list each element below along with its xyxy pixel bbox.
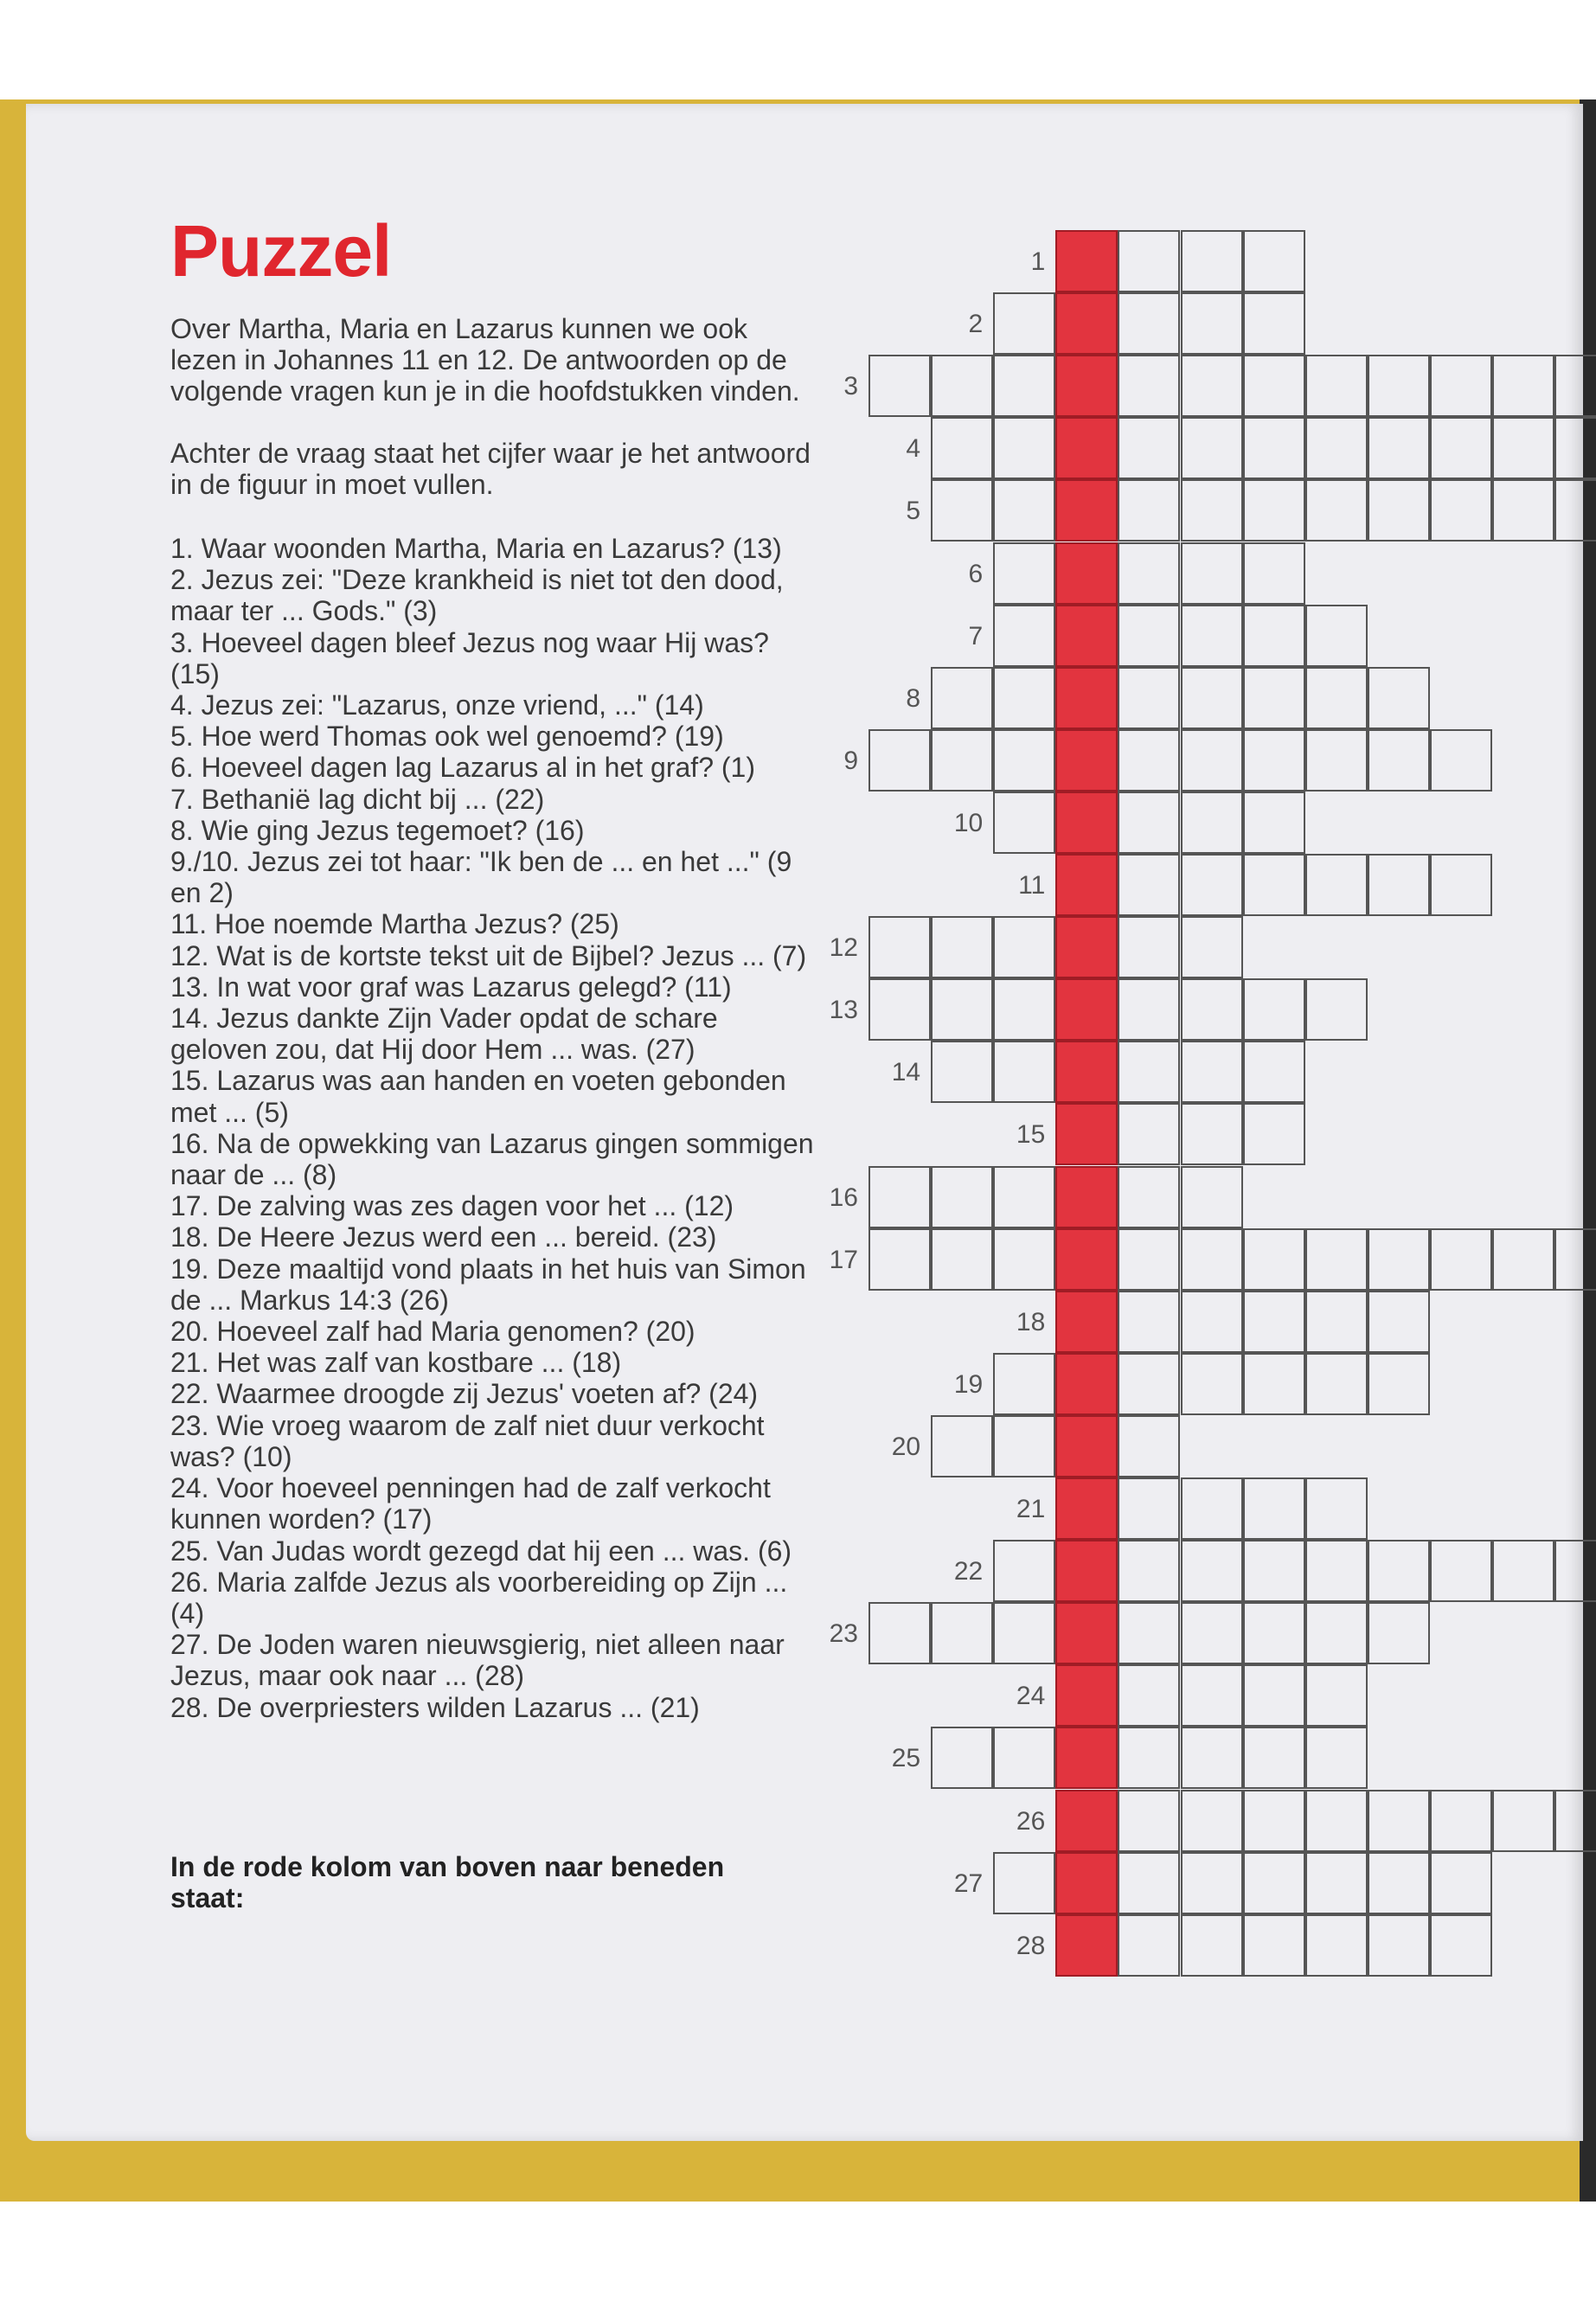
crossword-cell[interactable] — [1305, 1228, 1368, 1291]
crossword-cell[interactable] — [993, 1166, 1055, 1228]
crossword-cell[interactable] — [1118, 1166, 1180, 1228]
question-item: 20. Hoeveel zalf had Maria genomen? (20) — [170, 1316, 695, 1348]
crossword-cell[interactable] — [1492, 1228, 1554, 1291]
row-number-label: 14 — [891, 1058, 921, 1087]
crossword-cell[interactable] — [1181, 1540, 1243, 1602]
crossword-cell[interactable] — [1243, 1727, 1305, 1789]
question-item: 6. Hoeveel dagen lag Lazarus al in het graf? (1) — [170, 752, 755, 784]
question-item: 22. Waarmee droogde zij Jezus' voeten af? (24) — [170, 1378, 759, 1410]
crossword-cell[interactable] — [1181, 542, 1243, 605]
row-number-label: 27 — [953, 1868, 984, 1898]
row-number-label: 16 — [829, 1183, 858, 1212]
instruction-paragraph: Achter de vraag staat het cijfer waar je het antwoord in de figuur in moet vullen. — [170, 438, 811, 500]
crossword-cell[interactable] — [1181, 916, 1243, 978]
question-item: 18. De Heere Jezus werd een ... bereid. (23) — [170, 1221, 717, 1253]
crossword-cell[interactable] — [1305, 1664, 1368, 1727]
crossword-cell[interactable] — [1243, 1602, 1305, 1664]
red-column-cell[interactable] — [1055, 729, 1118, 792]
question-item: 27. De Joden waren nieuwsgierig, niet alleen naar Jezus, maar ook naar ... (28) — [170, 1629, 785, 1692]
crossword-cell[interactable] — [1554, 1228, 1596, 1291]
crossword-cell[interactable] — [993, 1852, 1055, 1914]
crossword-cell[interactable] — [1243, 1852, 1305, 1914]
crossword-cell[interactable] — [1368, 1291, 1430, 1353]
question-item: 3. Hoeveel dagen bleef Jezus nog waar Hij was? (15) — [170, 626, 769, 689]
crossword-cell[interactable] — [1430, 1914, 1492, 1977]
crossword-cell[interactable] — [1118, 1353, 1180, 1415]
crossword-cell[interactable] — [1554, 1540, 1596, 1602]
answer-heading: In de rode kolom van boven naar beneden staat: — [170, 1851, 725, 1913]
crossword-cell[interactable] — [1368, 1790, 1430, 1852]
crossword-cell[interactable] — [1305, 1852, 1368, 1914]
crossword-cell[interactable] — [1305, 1477, 1368, 1540]
crossword-cell[interactable] — [931, 1228, 993, 1291]
crossword-cell[interactable] — [1368, 417, 1430, 479]
crossword-cell[interactable] — [993, 792, 1055, 854]
crossword-cell[interactable] — [1243, 355, 1305, 417]
crossword-cell[interactable] — [1430, 355, 1492, 417]
red-column-cell[interactable] — [1055, 292, 1118, 355]
red-column-cell[interactable] — [1055, 1664, 1118, 1727]
row-number-label: 1 — [1030, 247, 1046, 276]
red-column-cell[interactable] — [1055, 230, 1118, 292]
crossword-cell[interactable] — [1368, 1914, 1430, 1977]
crossword-cell[interactable] — [993, 1415, 1055, 1477]
crossword-cell[interactable] — [931, 916, 993, 978]
row-number-label: 12 — [829, 933, 858, 963]
red-column-cell[interactable] — [1055, 1166, 1118, 1228]
crossword-cell[interactable] — [931, 355, 993, 417]
crossword-cell[interactable] — [1430, 1228, 1492, 1291]
crossword-cell[interactable] — [1181, 292, 1243, 355]
row-number-label: 23 — [829, 1619, 858, 1649]
crossword-cell[interactable] — [1492, 1540, 1554, 1602]
crossword-cell[interactable] — [1305, 417, 1368, 479]
crossword-cell[interactable] — [1243, 1664, 1305, 1727]
red-column-cell[interactable] — [1055, 854, 1118, 916]
crossword-cell[interactable] — [1305, 1540, 1368, 1602]
row-number-label: 13 — [829, 996, 858, 1025]
crossword-cell[interactable] — [993, 916, 1055, 978]
crossword-cell[interactable] — [931, 479, 993, 542]
crossword-cell[interactable] — [1118, 230, 1180, 292]
crossword-cell[interactable] — [1492, 479, 1554, 542]
crossword-cell[interactable] — [1368, 1852, 1430, 1914]
crossword-cell[interactable] — [993, 1228, 1055, 1291]
crossword-cell[interactable] — [1243, 1540, 1305, 1602]
crossword-cell[interactable] — [1368, 1353, 1430, 1415]
question-item: 28. De overpriesters wilden Lazarus ... (21) — [170, 1691, 700, 1723]
crossword-cell[interactable] — [931, 1415, 993, 1477]
crossword-cell[interactable] — [1181, 1291, 1243, 1353]
red-column-cell[interactable] — [1055, 667, 1118, 729]
crossword-cell[interactable] — [1118, 792, 1180, 854]
row-number-label: 24 — [1016, 1682, 1046, 1711]
crossword-cell[interactable] — [1430, 417, 1492, 479]
red-column-cell[interactable] — [1055, 355, 1118, 417]
crossword-cell[interactable] — [1181, 355, 1243, 417]
red-column-cell[interactable] — [1055, 1790, 1118, 1852]
crossword-cell[interactable] — [1243, 1228, 1305, 1291]
crossword-cell[interactable] — [1243, 1790, 1305, 1852]
crossword-cell[interactable] — [1181, 978, 1243, 1041]
crossword-cell[interactable] — [931, 729, 993, 792]
crossword-cell[interactable] — [1243, 1477, 1305, 1540]
crossword-cell[interactable] — [1305, 1353, 1368, 1415]
red-column-cell[interactable] — [1055, 916, 1118, 978]
crossword-cell[interactable] — [1554, 479, 1596, 542]
crossword-cell[interactable] — [1181, 1602, 1243, 1664]
crossword-cell[interactable] — [1118, 1103, 1180, 1165]
crossword-cell[interactable] — [1118, 479, 1180, 542]
crossword-cell[interactable] — [1118, 729, 1180, 792]
crossword-cell[interactable] — [993, 1353, 1055, 1415]
crossword-cell[interactable] — [1118, 355, 1180, 417]
row-number-label: 2 — [968, 310, 984, 339]
crossword-cell[interactable] — [1181, 1790, 1243, 1852]
crossword-cell[interactable] — [1181, 792, 1243, 854]
crossword-cell[interactable] — [1305, 605, 1368, 667]
crossword-cell[interactable] — [1118, 1415, 1180, 1477]
red-column-cell[interactable] — [1055, 1477, 1118, 1540]
crossword-cell[interactable] — [1492, 1790, 1554, 1852]
row-number-label: 4 — [906, 434, 921, 464]
intro-paragraph: Over Martha, Maria en Lazarus kunnen we ook lezen in Johannes 11 en 12. De antwoorden op de volgende vragen kun je in die hoofdstukken vinden. — [170, 313, 800, 407]
red-column-cell[interactable] — [1055, 1291, 1118, 1353]
crossword-cell[interactable] — [1430, 1852, 1492, 1914]
red-column-cell[interactable] — [1055, 978, 1118, 1041]
crossword-cell[interactable] — [1118, 1852, 1180, 1914]
crossword-cell[interactable] — [1181, 1041, 1243, 1103]
crossword-cell[interactable] — [1118, 1914, 1180, 1977]
crossword-cell[interactable] — [993, 1540, 1055, 1602]
red-column-cell[interactable] — [1055, 1041, 1118, 1103]
crossword-cell[interactable] — [869, 729, 931, 792]
red-column-cell[interactable] — [1055, 1103, 1118, 1165]
crossword-cell[interactable] — [931, 417, 993, 479]
red-column-cell[interactable] — [1055, 1415, 1118, 1477]
row-number-label: 15 — [1016, 1120, 1046, 1150]
crossword-cell[interactable] — [869, 978, 931, 1041]
crossword-cell[interactable] — [1430, 1540, 1492, 1602]
crossword-cell[interactable] — [1243, 667, 1305, 729]
question-item: 13. In wat voor graf was Lazarus gelegd? (11) — [170, 971, 732, 1003]
row-number-label: 5 — [906, 497, 921, 526]
crossword-cell[interactable] — [869, 1228, 931, 1291]
crossword-cell[interactable] — [869, 916, 931, 978]
crossword-cell[interactable] — [1243, 854, 1305, 916]
crossword-cell[interactable] — [1181, 230, 1243, 292]
crossword-cell[interactable] — [1243, 729, 1305, 792]
red-column-cell[interactable] — [1055, 1914, 1118, 1977]
crossword-cell[interactable] — [931, 667, 993, 729]
crossword-cell[interactable] — [869, 355, 931, 417]
row-number-label: 7 — [968, 621, 984, 651]
red-column-cell[interactable] — [1055, 1727, 1118, 1789]
crossword-cell[interactable] — [1243, 1041, 1305, 1103]
question-item: 8. Wie ging Jezus tegemoet? (16) — [170, 814, 585, 846]
crossword-cell[interactable] — [1243, 479, 1305, 542]
crossword-cell[interactable] — [1430, 1790, 1492, 1852]
question-item: 12. Wat is de kortste tekst uit de Bijbel? Jezus ... (7) — [170, 939, 807, 971]
crossword-cell[interactable] — [1305, 1790, 1368, 1852]
crossword-cell[interactable] — [1243, 292, 1305, 355]
row-number-label: 20 — [891, 1432, 921, 1461]
question-item: 19. Deze maaltijd vond plaats in het huis van Simon de ... Markus 14:3 (26) — [170, 1253, 806, 1316]
crossword-cell[interactable] — [1305, 355, 1368, 417]
crossword-cell[interactable] — [1181, 1914, 1243, 1977]
question-item: 21. Het was zalf van kostbare ... (18) — [170, 1347, 622, 1379]
question-item: 25. Van Judas wordt gezegd dat hij een ... was. (6) — [170, 1535, 792, 1567]
crossword-cell[interactable] — [1368, 1228, 1430, 1291]
crossword-cell[interactable] — [1118, 854, 1180, 916]
red-column-cell[interactable] — [1055, 1540, 1118, 1602]
question-item: 14. Jezus dankte Zijn Vader opdat de schare geloven zou, dat Hij door Hem ... was. (27) — [170, 1003, 718, 1066]
row-number-label: 19 — [953, 1369, 984, 1399]
crossword-cell[interactable] — [1492, 417, 1554, 479]
crossword-cell[interactable] — [1305, 1727, 1368, 1789]
crossword-cell[interactable] — [993, 542, 1055, 605]
crossword-cell[interactable] — [1181, 1477, 1243, 1540]
crossword-cell[interactable] — [993, 1041, 1055, 1103]
question-item: 7. Bethanië lag dicht bij ... (22) — [170, 783, 545, 815]
crossword-cell[interactable] — [1554, 417, 1596, 479]
crossword-cell[interactable] — [931, 1166, 993, 1228]
crossword-cell[interactable] — [1430, 854, 1492, 916]
crossword-cell[interactable] — [1430, 479, 1492, 542]
question-item: 2. Jezus zei: "Deze krankheid is niet tot den dood, maar ter ... Gods." (3) — [170, 564, 784, 627]
crossword-cell[interactable] — [931, 1727, 993, 1789]
red-column-cell[interactable] — [1055, 542, 1118, 605]
question-item: 16. Na de opwekking van Lazarus gingen sommigen naar de ... (8) — [170, 1127, 814, 1191]
crossword-cell[interactable] — [993, 978, 1055, 1041]
crossword-cell[interactable] — [1181, 854, 1243, 916]
crossword-cell[interactable] — [1118, 667, 1180, 729]
red-column-cell[interactable] — [1055, 605, 1118, 667]
red-column-cell[interactable] — [1055, 1602, 1118, 1664]
row-number-label: 10 — [953, 808, 984, 837]
row-number-label: 11 — [1018, 871, 1046, 900]
crossword-cell[interactable] — [993, 605, 1055, 667]
crossword-cell[interactable] — [1118, 417, 1180, 479]
crossword-cell[interactable] — [1243, 1103, 1305, 1165]
crossword-cell[interactable] — [1118, 916, 1180, 978]
crossword-cell[interactable] — [1368, 1540, 1430, 1602]
crossword-cell[interactable] — [993, 1727, 1055, 1789]
crossword-cell[interactable] — [1118, 978, 1180, 1041]
crossword-cell[interactable] — [1305, 479, 1368, 542]
row-number-label: 17 — [829, 1245, 858, 1274]
crossword-cell[interactable] — [931, 978, 993, 1041]
row-number-label: 3 — [843, 372, 858, 401]
crossword-cell[interactable] — [1118, 1602, 1180, 1664]
crossword-cell[interactable] — [1243, 1914, 1305, 1977]
question-item: 24. Voor hoeveel penningen had de zalf verkocht kunnen worden? (17) — [170, 1472, 771, 1535]
page-title: Puzzel — [170, 210, 392, 292]
crossword-cell[interactable] — [1554, 1790, 1596, 1852]
row-number-label: 8 — [906, 683, 921, 713]
question-item: 17. De zalving was zes dagen voor het ... (12) — [170, 1190, 734, 1222]
crossword-cell[interactable] — [1181, 729, 1243, 792]
crossword-cell[interactable] — [1181, 1727, 1243, 1789]
row-number-label: 6 — [968, 559, 984, 588]
question-item: 1. Waar woonden Martha, Maria en Lazarus? (13) — [170, 533, 782, 564]
red-column-cell[interactable] — [1055, 792, 1118, 854]
crossword-cell[interactable] — [1118, 1540, 1180, 1602]
crossword-cell[interactable] — [1492, 355, 1554, 417]
row-number-label: 22 — [953, 1557, 984, 1586]
crossword-cell[interactable] — [931, 1041, 993, 1103]
row-number-label: 25 — [891, 1744, 921, 1773]
crossword-cell[interactable] — [1243, 230, 1305, 292]
crossword-cell[interactable] — [993, 292, 1055, 355]
crossword-cell[interactable] — [993, 729, 1055, 792]
crossword-cell[interactable] — [869, 1602, 931, 1664]
crossword-cell[interactable] — [1118, 1477, 1180, 1540]
crossword-cell[interactable] — [1305, 978, 1368, 1041]
crossword-cell[interactable] — [1118, 1790, 1180, 1852]
crossword-cell[interactable] — [1243, 417, 1305, 479]
row-number-label: 26 — [1016, 1806, 1046, 1836]
crossword-cell[interactable] — [1305, 1914, 1368, 1977]
row-number-label: 28 — [1016, 1931, 1046, 1960]
crossword-cell[interactable] — [1118, 292, 1180, 355]
crossword-cell[interactable] — [1243, 605, 1305, 667]
crossword-cell[interactable] — [1118, 542, 1180, 605]
red-column-cell[interactable] — [1055, 1852, 1118, 1914]
crossword-cell[interactable] — [1305, 1291, 1368, 1353]
row-number-label: 18 — [1016, 1307, 1046, 1336]
crossword-cell[interactable] — [1554, 355, 1596, 417]
question-item: 15. Lazarus was aan handen en voeten gebonden met ... (5) — [170, 1065, 786, 1128]
crossword-cell[interactable] — [1181, 479, 1243, 542]
crossword-cell[interactable] — [1181, 1353, 1243, 1415]
crossword-cell[interactable] — [1305, 667, 1368, 729]
crossword-cell[interactable] — [1243, 978, 1305, 1041]
question-item: 4. Jezus zei: "Lazarus, onze vriend, ..." (14) — [170, 689, 704, 721]
crossword-cell[interactable] — [1181, 667, 1243, 729]
crossword-cell[interactable] — [1243, 792, 1305, 854]
question-item: 9./10. Jezus zei tot haar: "Ik ben de ... en het ..." (9 en 2) — [170, 846, 792, 909]
crossword-cell[interactable] — [1430, 729, 1492, 792]
crossword-cell[interactable] — [1118, 1291, 1180, 1353]
crossword-cell[interactable] — [1368, 479, 1430, 542]
crossword-cell[interactable] — [1181, 1103, 1243, 1165]
crossword-cell[interactable] — [1305, 1602, 1368, 1664]
red-column-cell[interactable] — [1055, 479, 1118, 542]
crossword-cell[interactable] — [1368, 1602, 1430, 1664]
crossword-cell[interactable] — [1368, 667, 1430, 729]
crossword-cell[interactable] — [993, 667, 1055, 729]
question-item: 11. Hoe noemde Martha Jezus? (25) — [170, 908, 619, 940]
question-item: 23. Wie vroeg waarom de zalf niet duur verkocht was? (10) — [170, 1409, 765, 1472]
crossword-cell[interactable] — [993, 417, 1055, 479]
crossword-cell[interactable] — [993, 479, 1055, 542]
question-item: 26. Maria zalfde Jezus als voorbereiding op Zijn ... (4) — [170, 1566, 788, 1629]
crossword-cell[interactable] — [993, 1602, 1055, 1664]
crossword-cell[interactable] — [1118, 1228, 1180, 1291]
crossword-cell[interactable] — [1368, 729, 1430, 792]
crossword-cell[interactable] — [1243, 542, 1305, 605]
question-item: 5. Hoe werd Thomas ook wel genoemd? (19) — [170, 721, 724, 753]
red-column-cell[interactable] — [1055, 1228, 1118, 1291]
crossword-cell[interactable] — [1305, 729, 1368, 792]
row-number-label: 9 — [843, 746, 858, 775]
crossword-cell[interactable] — [1368, 355, 1430, 417]
row-number-label: 21 — [1016, 1495, 1046, 1523]
red-column-cell[interactable] — [1055, 417, 1118, 479]
crossword-cell[interactable] — [993, 355, 1055, 417]
crossword-cell[interactable] — [1181, 605, 1243, 667]
crossword-cell[interactable] — [1118, 1041, 1180, 1103]
crossword-cell[interactable] — [1118, 1727, 1180, 1789]
crossword-cell[interactable] — [1181, 1852, 1243, 1914]
crossword-cell[interactable] — [1243, 1353, 1305, 1415]
crossword-cell[interactable] — [1243, 1291, 1305, 1353]
crossword-cell[interactable] — [1181, 1664, 1243, 1727]
crossword-cell[interactable] — [869, 1166, 931, 1228]
crossword-cell[interactable] — [1368, 854, 1430, 916]
crossword-cell[interactable] — [931, 1602, 993, 1664]
crossword-cell[interactable] — [1181, 417, 1243, 479]
red-column-cell[interactable] — [1055, 1353, 1118, 1415]
crossword-cell[interactable] — [1181, 1228, 1243, 1291]
crossword-cell[interactable] — [1118, 1664, 1180, 1727]
crossword-cell[interactable] — [1305, 854, 1368, 916]
crossword-cell[interactable] — [1181, 1166, 1243, 1228]
crossword-cell[interactable] — [1118, 605, 1180, 667]
